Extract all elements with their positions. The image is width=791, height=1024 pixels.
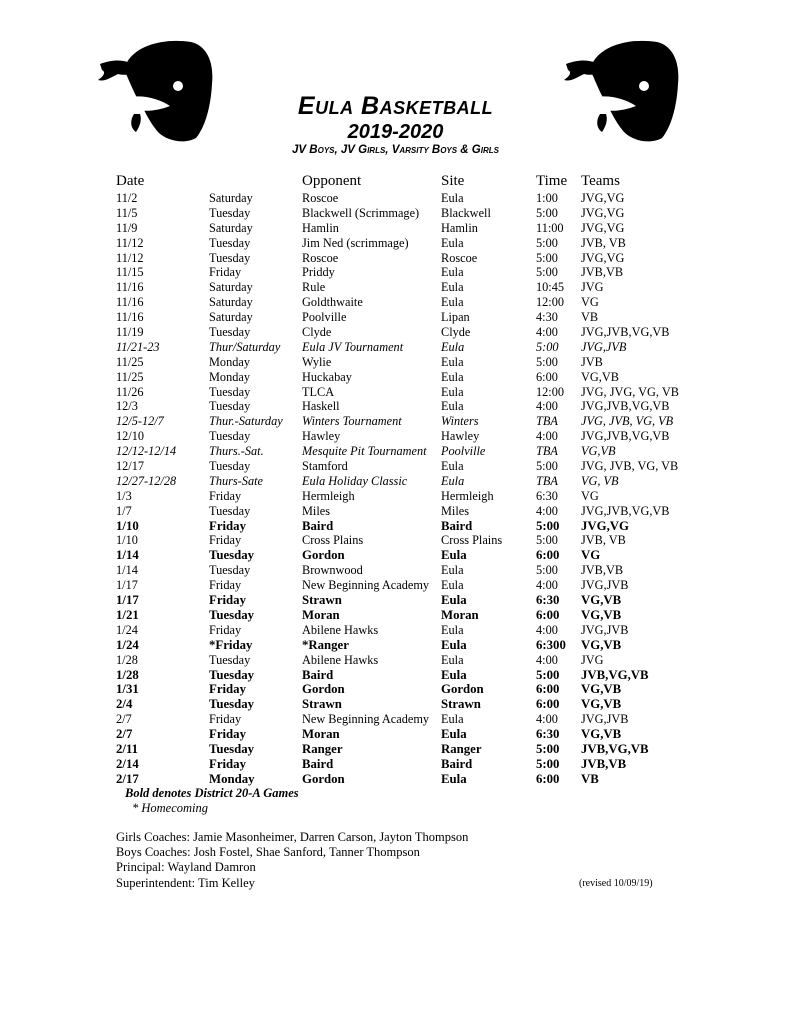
row-time: 5:00 bbox=[536, 354, 558, 369]
row-date: 1/14 bbox=[116, 548, 139, 563]
row-date: 1/3 bbox=[116, 488, 132, 503]
row-date: 11/16 bbox=[116, 280, 144, 295]
row-time: TBA bbox=[536, 414, 558, 429]
row-teams: JVB,VB bbox=[581, 563, 624, 578]
row-date: 1/31 bbox=[116, 682, 139, 697]
row-teams: JVG,VG bbox=[581, 205, 625, 220]
row-teams: JVG,JVB,VG,VB bbox=[581, 429, 670, 444]
row-time: 6:00 bbox=[536, 771, 560, 786]
row-opponent: Baird bbox=[302, 756, 334, 771]
row-day: Tuesday bbox=[209, 607, 255, 622]
row-date: 11/16 bbox=[116, 310, 144, 325]
table-row bbox=[0, 265, 791, 280]
table-row bbox=[0, 593, 791, 608]
row-time: 5:00 bbox=[536, 265, 558, 280]
row-opponent: Gordon bbox=[302, 771, 345, 786]
staff-list bbox=[116, 830, 468, 891]
row-date: 11/2 bbox=[116, 191, 138, 205]
row-date: 11/21-23 bbox=[116, 339, 160, 354]
table-row bbox=[0, 727, 791, 742]
girls-coaches: Girls Coaches: Jamie Masonheimer, Darren Carson, Jayton Thompson bbox=[116, 830, 469, 844]
row-time: 5:00 bbox=[536, 205, 558, 220]
row-opponent: Miles bbox=[302, 503, 331, 518]
row-site: Miles bbox=[441, 503, 470, 518]
row-opponent: Winters Tournament bbox=[302, 414, 402, 429]
row-day: Friday bbox=[209, 727, 246, 742]
table-row bbox=[0, 682, 791, 697]
table-row bbox=[0, 697, 791, 712]
row-site: Eula bbox=[441, 548, 467, 563]
table-row bbox=[0, 504, 791, 519]
row-day: Tuesday bbox=[209, 399, 251, 414]
row-date: 1/10 bbox=[116, 518, 139, 533]
row-day: Friday bbox=[209, 265, 242, 280]
row-date: 11/26 bbox=[116, 384, 144, 399]
season-label: 2019-2020 bbox=[347, 121, 444, 143]
row-day: Tuesday bbox=[209, 459, 251, 474]
row-date: 11/5 bbox=[116, 205, 138, 220]
row-opponent: Abilene Hawks bbox=[302, 652, 379, 667]
row-teams: JVG, JVB, VG, VB bbox=[581, 459, 679, 474]
row-teams: JVG bbox=[581, 652, 604, 667]
row-day: Tuesday bbox=[209, 325, 251, 340]
table-row bbox=[0, 295, 791, 310]
row-time: 1:00 bbox=[536, 191, 558, 205]
row-time: 5:00 bbox=[536, 667, 560, 682]
row-time: 5:00 bbox=[536, 533, 558, 548]
row-time: 4:00 bbox=[536, 622, 558, 637]
row-time: 10:45 bbox=[536, 280, 565, 295]
row-time: 12:00 bbox=[536, 295, 565, 310]
table-row bbox=[0, 325, 791, 340]
row-teams: JVG,JVB,VG,VB bbox=[581, 399, 670, 414]
row-date: 2/14 bbox=[116, 756, 139, 771]
column-header-time: Time bbox=[536, 173, 568, 189]
row-opponent: Roscoe bbox=[302, 250, 339, 265]
row-site: Eula bbox=[441, 593, 467, 608]
row-day: Friday bbox=[209, 518, 246, 533]
table-row bbox=[0, 533, 791, 548]
row-site: Strawn bbox=[441, 697, 481, 712]
row-day: Tuesday bbox=[209, 563, 251, 578]
row-day: Saturday bbox=[209, 280, 253, 295]
row-time: 6:00 bbox=[536, 682, 560, 697]
row-day: Tuesday bbox=[209, 503, 251, 518]
row-site: Eula bbox=[441, 235, 464, 250]
row-time: 12:00 bbox=[536, 384, 565, 399]
row-date: 1/24 bbox=[116, 622, 138, 637]
row-site: Eula bbox=[441, 191, 464, 205]
row-opponent: Clyde bbox=[302, 325, 332, 340]
row-teams: JVG,VG bbox=[581, 220, 625, 235]
row-day: Tuesday bbox=[209, 548, 255, 563]
table-row bbox=[0, 206, 791, 221]
row-teams: JVG,VG bbox=[581, 191, 625, 205]
table-row bbox=[0, 668, 791, 683]
row-date: 11/19 bbox=[116, 325, 144, 340]
table-row bbox=[0, 519, 791, 534]
row-site: Eula bbox=[441, 459, 464, 474]
row-site: Eula bbox=[441, 295, 464, 310]
row-teams: JVG,JVB bbox=[581, 339, 627, 354]
subtitle: JV Boys, JV Girls, Varsity Boys & Girls bbox=[292, 144, 499, 156]
superintendent: Superintendent: Tim Kelley bbox=[116, 875, 255, 890]
table-row bbox=[0, 548, 791, 563]
row-time: 5:00 bbox=[536, 459, 558, 474]
row-site: Roscoe bbox=[441, 250, 478, 265]
row-date: 12/3 bbox=[116, 399, 138, 414]
table-row bbox=[0, 399, 791, 414]
row-date: 1/17 bbox=[116, 593, 139, 608]
row-teams: VG,VB bbox=[581, 593, 622, 608]
row-time: 5:00 bbox=[536, 235, 558, 250]
row-site: Eula bbox=[441, 280, 464, 295]
column-header-teams: Teams bbox=[581, 173, 620, 189]
row-site: Eula bbox=[441, 384, 464, 399]
row-teams: JVB,VB bbox=[581, 756, 627, 771]
row-day: Tuesday bbox=[209, 250, 251, 265]
row-day: Tuesday bbox=[209, 205, 251, 220]
row-teams: VG,VB bbox=[581, 727, 622, 742]
row-site: Eula bbox=[441, 771, 467, 786]
row-teams: JVG,VG bbox=[581, 518, 629, 533]
row-opponent: Hawley bbox=[302, 429, 341, 444]
row-time: 5:00 bbox=[536, 250, 558, 265]
district-note: Bold denotes District 20-A Games bbox=[125, 786, 299, 800]
row-site: Eula bbox=[441, 727, 467, 742]
row-time: 4:00 bbox=[536, 399, 558, 414]
row-day: Thur/Saturday bbox=[209, 339, 281, 354]
row-site: Eula bbox=[441, 339, 465, 354]
table-row bbox=[0, 355, 791, 370]
row-site: Eula bbox=[441, 473, 465, 488]
row-teams: JVG, JVB, VG, VB bbox=[581, 414, 674, 429]
row-site: Eula bbox=[441, 265, 464, 280]
column-header-opponent: Opponent bbox=[302, 173, 362, 189]
row-site: Ranger bbox=[441, 741, 482, 756]
row-site: Hawley bbox=[441, 429, 480, 444]
row-opponent: Priddy bbox=[302, 265, 335, 280]
row-opponent: Cross Plains bbox=[302, 533, 364, 548]
row-date: 2/11 bbox=[116, 741, 139, 756]
row-teams: JVB,VG,VB bbox=[581, 741, 649, 756]
row-date: 1/28 bbox=[116, 652, 138, 667]
row-time: 4:00 bbox=[536, 712, 558, 727]
row-date: 1/24 bbox=[116, 637, 139, 652]
row-day: Saturday bbox=[209, 310, 253, 325]
row-site: Eula bbox=[441, 563, 464, 578]
row-time: TBA bbox=[536, 473, 558, 488]
row-site: Cross Plains bbox=[441, 533, 503, 548]
row-day: Tuesday bbox=[209, 741, 255, 756]
boys-coaches: Boys Coaches: Josh Fostel, Shae Sanford, Tanner Thompson bbox=[116, 845, 420, 860]
row-opponent: *Ranger bbox=[302, 637, 349, 652]
row-teams: JVG,JVB bbox=[581, 578, 629, 593]
row-teams: VG,VB bbox=[581, 637, 622, 652]
row-site: Gordon bbox=[441, 682, 484, 697]
row-day: Thurs-Sate bbox=[209, 473, 263, 488]
row-site: Poolville bbox=[441, 444, 486, 459]
row-site: Eula bbox=[441, 399, 464, 414]
row-day: Friday bbox=[209, 756, 246, 771]
row-day: Saturday bbox=[209, 295, 253, 310]
row-time: 5:00 bbox=[536, 518, 560, 533]
row-opponent: Moran bbox=[302, 727, 340, 742]
table-row bbox=[0, 429, 791, 444]
row-day: Thur.-Saturday bbox=[209, 414, 283, 429]
row-opponent: Hermleigh bbox=[302, 488, 355, 503]
row-day: Friday bbox=[209, 533, 242, 548]
row-date: 2/4 bbox=[116, 697, 133, 712]
row-opponent: Wylie bbox=[302, 354, 332, 369]
row-time: 6:00 bbox=[536, 607, 560, 622]
row-date: 11/9 bbox=[116, 220, 138, 235]
row-date: 11/15 bbox=[116, 265, 144, 280]
row-opponent: Huckabay bbox=[302, 369, 352, 384]
column-header-date: Date bbox=[116, 173, 145, 189]
row-time: 11:00 bbox=[536, 220, 564, 235]
row-opponent: Ranger bbox=[302, 741, 343, 756]
row-time: 5:00 bbox=[536, 339, 559, 354]
row-teams: JVG,JVB bbox=[581, 622, 629, 637]
row-day: Friday bbox=[209, 682, 246, 697]
table-row bbox=[0, 191, 791, 206]
homecoming-note: * Homecoming bbox=[132, 801, 209, 815]
row-date: 2/17 bbox=[116, 771, 139, 786]
row-time: 4:00 bbox=[536, 578, 558, 593]
row-date: 11/12 bbox=[116, 235, 144, 250]
row-time: 6:30 bbox=[536, 593, 560, 608]
row-site: Eula bbox=[441, 712, 464, 727]
row-teams: VG,VB bbox=[581, 697, 622, 712]
row-date: 12/5-12/7 bbox=[116, 414, 164, 429]
row-opponent: Jim Ned (scrimmage) bbox=[302, 235, 409, 250]
row-date: 1/10 bbox=[116, 533, 138, 548]
row-opponent: Brownwood bbox=[302, 563, 363, 578]
row-day: Tuesday bbox=[209, 697, 255, 712]
row-teams: JVG,JVB,VG,VB bbox=[581, 325, 670, 340]
row-teams: JVB, VB bbox=[581, 235, 626, 250]
table-row bbox=[0, 414, 791, 429]
row-teams: VG bbox=[581, 548, 601, 563]
table-row bbox=[0, 310, 791, 325]
row-time: 6:00 bbox=[536, 697, 560, 712]
table-row bbox=[0, 474, 791, 489]
table-row bbox=[0, 638, 791, 653]
row-time: TBA bbox=[536, 444, 558, 459]
table-row bbox=[0, 251, 791, 266]
page-title: Eula Basketball bbox=[297, 92, 494, 120]
row-teams: JVG bbox=[581, 280, 604, 295]
row-time: 4:00 bbox=[536, 325, 558, 340]
row-teams: JVG,JVB,VG,VB bbox=[581, 503, 670, 518]
row-opponent: Haskell bbox=[302, 399, 340, 414]
row-day: Tuesday bbox=[209, 235, 251, 250]
row-day: Monday bbox=[209, 771, 255, 786]
row-day: Friday bbox=[209, 488, 242, 503]
row-day: Tuesday bbox=[209, 652, 251, 667]
row-teams: VG, VB bbox=[581, 473, 619, 488]
row-opponent: Gordon bbox=[302, 548, 345, 563]
table-row bbox=[0, 385, 791, 400]
table-row bbox=[0, 221, 791, 236]
row-day: Friday bbox=[209, 622, 242, 637]
row-day: Monday bbox=[209, 354, 250, 369]
column-header-site: Site bbox=[441, 173, 465, 189]
row-site: Baird bbox=[441, 756, 473, 771]
row-date: 11/16 bbox=[116, 295, 144, 310]
row-site: Eula bbox=[441, 578, 464, 593]
revised-date: (revised 10/09/19) bbox=[579, 878, 653, 889]
principal: Principal: Wayland Damron bbox=[116, 860, 256, 875]
row-site: Clyde bbox=[441, 325, 471, 340]
table-row bbox=[0, 280, 791, 295]
row-site: Blackwell bbox=[441, 205, 491, 220]
row-opponent: Baird bbox=[302, 667, 334, 682]
row-opponent: TLCA bbox=[302, 384, 335, 399]
row-teams: VB bbox=[581, 310, 599, 325]
row-teams: JVG, JVG, VG, VB bbox=[581, 384, 679, 399]
schedule-table bbox=[0, 191, 791, 787]
row-time: 4:00 bbox=[536, 503, 558, 518]
table-row bbox=[0, 608, 791, 623]
row-day: Friday bbox=[209, 578, 242, 593]
table-row bbox=[0, 236, 791, 251]
row-time: 4:30 bbox=[536, 310, 558, 325]
row-site: Lipan bbox=[441, 310, 470, 325]
row-teams: JVB, VB bbox=[581, 533, 626, 548]
row-time: 6:300 bbox=[536, 637, 566, 652]
row-opponent: Baird bbox=[302, 518, 334, 533]
row-date: 12/27-12/28 bbox=[116, 473, 177, 488]
row-time: 6:30 bbox=[536, 727, 560, 742]
row-day: Friday bbox=[209, 593, 246, 608]
row-day: Saturday bbox=[209, 220, 253, 235]
row-teams: JVG,VG bbox=[581, 250, 625, 265]
row-date: 11/25 bbox=[116, 369, 144, 384]
row-teams: JVB,VG,VB bbox=[581, 667, 649, 682]
row-opponent: Gordon bbox=[302, 682, 345, 697]
table-row bbox=[0, 712, 791, 727]
row-opponent: Mesquite Pit Tournament bbox=[302, 444, 427, 459]
table-row bbox=[0, 563, 791, 578]
row-date: 2/7 bbox=[116, 712, 132, 727]
row-teams: VG,VB bbox=[581, 607, 622, 622]
row-site: Eula bbox=[441, 637, 467, 652]
table-row bbox=[0, 578, 791, 593]
row-opponent: Poolville bbox=[302, 310, 347, 325]
row-date: 1/17 bbox=[116, 578, 138, 593]
row-day: Tuesday bbox=[209, 384, 251, 399]
row-site: Hermleigh bbox=[441, 488, 494, 503]
row-day: *Friday bbox=[209, 637, 253, 652]
row-date: 1/14 bbox=[116, 563, 138, 578]
row-date: 11/12 bbox=[116, 250, 144, 265]
row-teams: VG,VB bbox=[581, 682, 622, 697]
row-opponent: Goldthwaite bbox=[302, 295, 363, 310]
row-teams: VG bbox=[581, 295, 599, 310]
table-row bbox=[0, 623, 791, 638]
row-day: Tuesday bbox=[209, 667, 255, 682]
row-date: 12/17 bbox=[116, 459, 145, 474]
row-site: Hamlin bbox=[441, 220, 478, 235]
table-row bbox=[0, 489, 791, 504]
row-date: 1/21 bbox=[116, 607, 139, 622]
row-opponent: Rule bbox=[302, 280, 326, 295]
table-row bbox=[0, 340, 791, 355]
row-opponent: Strawn bbox=[302, 697, 342, 712]
row-site: Moran bbox=[441, 607, 479, 622]
row-day: Friday bbox=[209, 712, 242, 727]
row-time: 6:00 bbox=[536, 369, 558, 384]
row-teams: JVB bbox=[581, 354, 603, 369]
row-time: 5:00 bbox=[536, 756, 560, 771]
row-time: 4:00 bbox=[536, 652, 558, 667]
row-opponent: Eula JV Tournament bbox=[302, 339, 404, 354]
row-teams: JVB,VB bbox=[581, 265, 624, 280]
row-opponent: Stamford bbox=[302, 459, 348, 474]
row-opponent: Strawn bbox=[302, 593, 342, 608]
row-time: 5:00 bbox=[536, 563, 558, 578]
row-date: 12/10 bbox=[116, 429, 145, 444]
row-opponent: Roscoe bbox=[302, 191, 339, 205]
table-row bbox=[0, 772, 791, 787]
row-time: 4:00 bbox=[536, 429, 558, 444]
table-row bbox=[0, 370, 791, 385]
row-opponent: Blackwell (Scrimmage) bbox=[302, 205, 420, 220]
row-teams: VB bbox=[581, 771, 599, 786]
row-opponent: Eula Holiday Classic bbox=[302, 473, 408, 488]
row-opponent: New Beginning Academy bbox=[302, 712, 430, 727]
row-site: Eula bbox=[441, 652, 464, 667]
row-site: Eula bbox=[441, 354, 464, 369]
row-date: 1/7 bbox=[116, 503, 132, 518]
row-time: 6:00 bbox=[536, 548, 560, 563]
row-opponent: Hamlin bbox=[302, 220, 339, 235]
row-site: Eula bbox=[441, 667, 467, 682]
table-row bbox=[0, 742, 791, 757]
table-row bbox=[0, 757, 791, 772]
row-date: 2/7 bbox=[116, 727, 133, 742]
table-row bbox=[0, 459, 791, 474]
table-row bbox=[0, 653, 791, 668]
table-row bbox=[0, 444, 791, 459]
row-teams: VG,VB bbox=[581, 444, 616, 459]
row-day: Saturday bbox=[209, 191, 253, 205]
row-date: 12/12-12/14 bbox=[116, 444, 177, 459]
row-site: Eula bbox=[441, 622, 464, 637]
row-opponent: New Beginning Academy bbox=[302, 578, 430, 593]
row-opponent: Moran bbox=[302, 607, 340, 622]
row-time: 6:30 bbox=[536, 488, 558, 503]
row-teams: VG bbox=[581, 488, 599, 503]
row-date: 11/25 bbox=[116, 354, 144, 369]
row-site: Winters bbox=[441, 414, 479, 429]
row-site: Baird bbox=[441, 518, 473, 533]
row-opponent: Abilene Hawks bbox=[302, 622, 379, 637]
row-day: Monday bbox=[209, 369, 250, 384]
row-teams: JVG,JVB bbox=[581, 712, 629, 727]
row-site: Eula bbox=[441, 369, 464, 384]
row-day: Thurs.-Sat. bbox=[209, 444, 264, 459]
row-time: 5:00 bbox=[536, 741, 560, 756]
row-date: 1/28 bbox=[116, 667, 139, 682]
row-day: Tuesday bbox=[209, 429, 251, 444]
row-teams: VG,VB bbox=[581, 369, 619, 384]
